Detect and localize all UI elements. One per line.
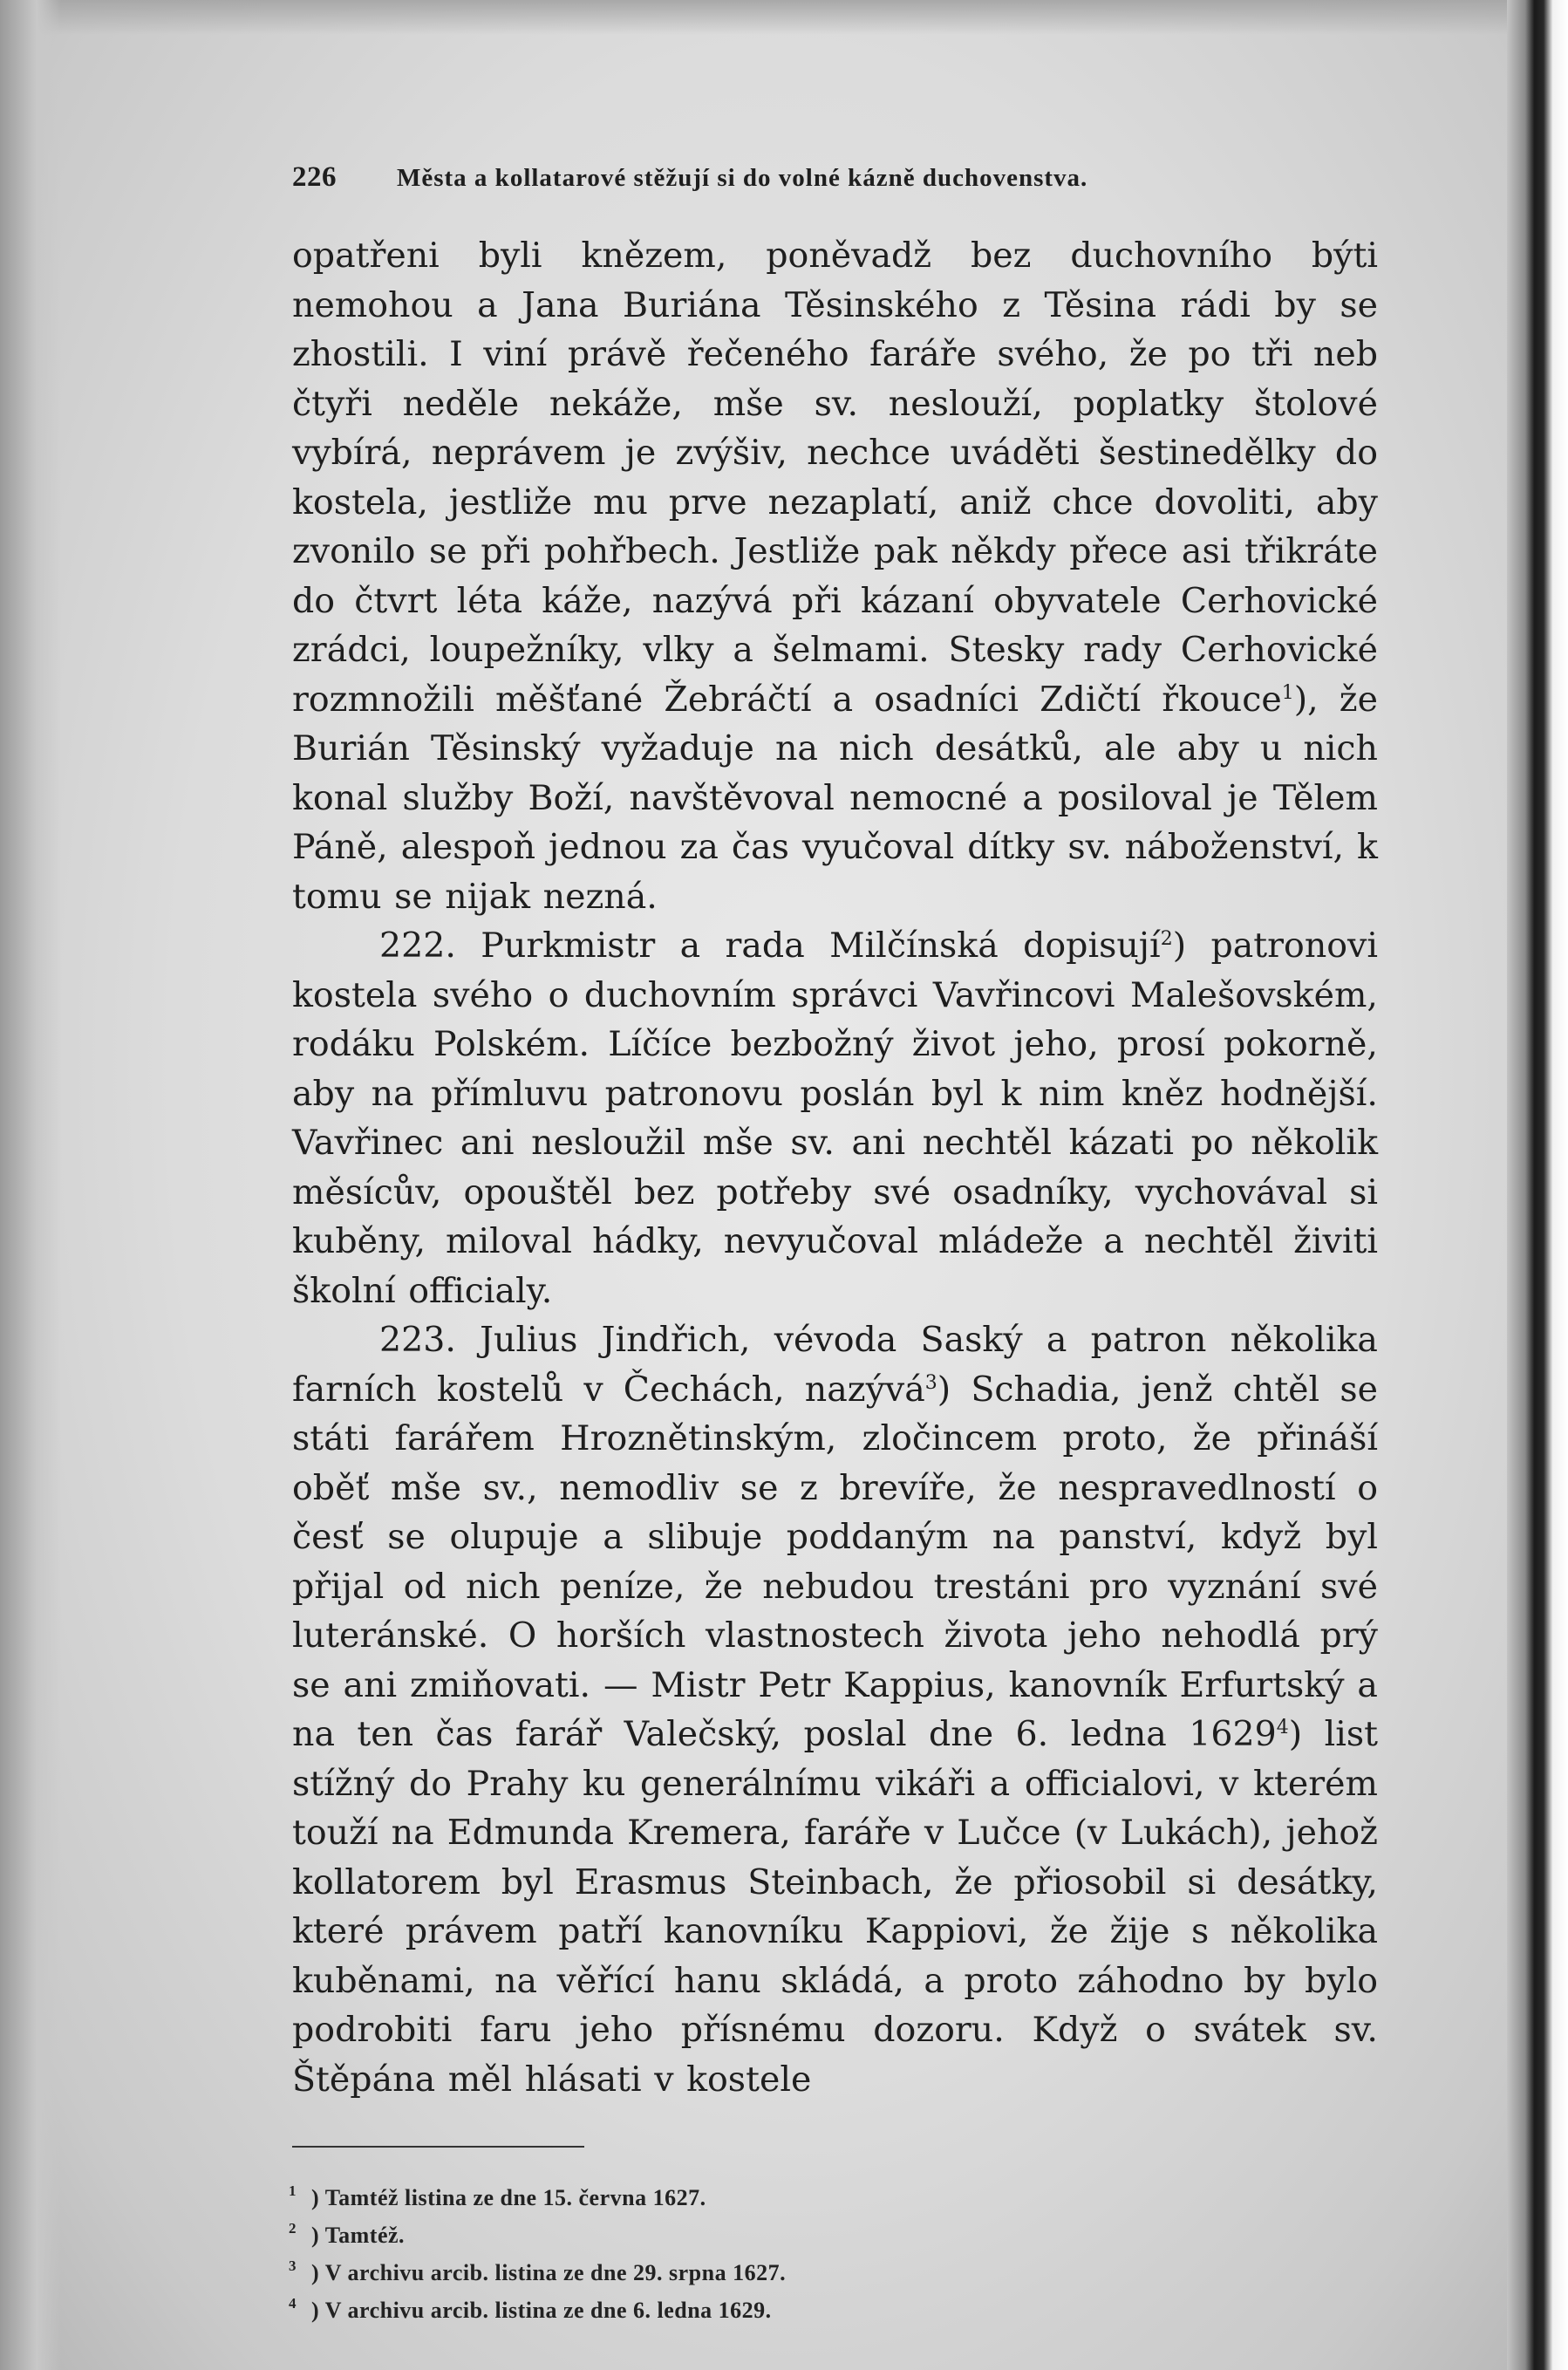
- footnote-ref-2[interactable]: 2: [1160, 927, 1173, 950]
- footnotes: [289, 2179, 1378, 2329]
- running-head: [292, 161, 1378, 231]
- scan-top-shadow: [0, 0, 1568, 35]
- paragraph-223: 223. Julius Jindřich, vévoda Saský a patron několika farních kostelů v Čechách, nazývá$^3$) Schadia, jenž chtěl se státi farářem Hroznětinským, zločincem proto, že přináší oběť mše sv., nemodliv se z brevíře, že nespravedlností o česť se olupuje a slibuje poddaným na panství, když byl přijal od nich peníze, že nebudou trestáni pro vyznání své luteránské. O horších vlastnostech života jeho nehodlá prý se ani zmiňovati. — Mistr Petr Kappius, kanovník Erfurtský a na ten čas farář Valečský, poslal dne 6. ledna 1629$^4$) list stížný do Prahy ku generálnímu vikáři a officialovi, v kterém touží na Edmunda Kremera, faráře v Lučce (v Lukách), jehož kollatorem byl Erasmus Steinbach, že přiosobil si desátky, které právem patří kanovníku Kappiovi, že žije s několika kuběnami, na věřící hanu skládá, a proto záhodno by bylo podrobiti faru jeho přísnému dozoru. Když o svátek sv. Štěpána měl hlásati v kostele: [292, 1320, 1379, 2100]
- paragraph-221-continued: opatřeni byli knězem, poněvadž bez duchovního býti nemohou a Jana Buriána Těsinského z Těsina rádi by se zhostili. I viní právě řečeného faráře svého, že po tři neb čtyři neděle nekáže, mše sv. neslouží, poplatky štolové vybírá, neprávem je zvýšiv, nechce uváděti šestinedělky do kostela, jestliže mu prve nezaplatí, aniž chce dovoliti, aby zvonilo se při pohřbech. Jestliže pak někdy přece asi třikráte do čtvrt léta káže, nazývá při kázaní obyvatele Cerhovické zrádci, loupežníky, vlky a šelmami. Stesky rady Cerhovické rozmnožili měšťané Žebráčtí a osadníci Zdičtí řkouce$^1$), že Burián Těsinský vyžaduje na nich desátků, ale aby u nich konal služby Boží, navštěvoval nemocné a posiloval je Tělem Páně, alespoň jednou za čas vyučoval dítky sv. náboženství, k tomu se nijak nezná.: [292, 236, 1378, 917]
- footnote-text: ) Tamtéž listina ze dne 15. června 1627.: [311, 2185, 706, 2210]
- footnote-1: 1 ) Tamtéž listina ze dne 15. června 1627.: [292, 2179, 1378, 2216]
- paragraph-222: 222. Purkmistr a rada Milčínská dopisují$^2$) patronovi kostela svého o duchovním správci Vavřincovi Malešovském, rodáku Polském. Líčíce bezbožný život jeho, prosí pokorně, aby na přímluvu patronovu poslán byl k nim kněz hodnější. Vavřinec ani nesloužil mše sv. ani nechtěl kázati po několik měsícův, opouštěl bez potřeby své osadníky, vychovával si kuběny, miloval hádky, nevyučoval mládeže a nechtěl živiti školní officialy.: [292, 925, 1379, 1311]
- footnote-text: ) V archivu arcib. listina ze dne 29. srpna 1627.: [311, 2260, 787, 2285]
- footnote-ref-4[interactable]: 4: [1276, 1716, 1289, 1738]
- footnote-3: 3 ) V archivu arcib. listina ze dne 29. srpna 1627.: [292, 2254, 1378, 2291]
- footnote-2: 2 ) Tamtéž.: [292, 2216, 1378, 2254]
- page-number: 226: [292, 161, 337, 193]
- book-page: [289, 161, 1379, 2329]
- footnote-ref-1[interactable]: 1: [1281, 681, 1294, 704]
- footnote-text: ) V archivu arcib. listina ze dne 6. ledna 1629.: [311, 2298, 772, 2323]
- running-title: Města a kollatarové stěžují si do volné kázně duchovenstva.: [397, 164, 1088, 192]
- body-text: [292, 231, 1378, 2104]
- footnote-4: 4 ) V archivu arcib. listina ze dne 6. ledna 1629.: [292, 2291, 1378, 2329]
- scan-right-border: [1507, 0, 1568, 2370]
- scan-left-shadow: [0, 0, 61, 2370]
- footnote-ref-3[interactable]: 3: [924, 1371, 937, 1394]
- footnote-divider: [292, 2146, 584, 2148]
- footnote-text: ) Tamtéž.: [311, 2223, 406, 2248]
